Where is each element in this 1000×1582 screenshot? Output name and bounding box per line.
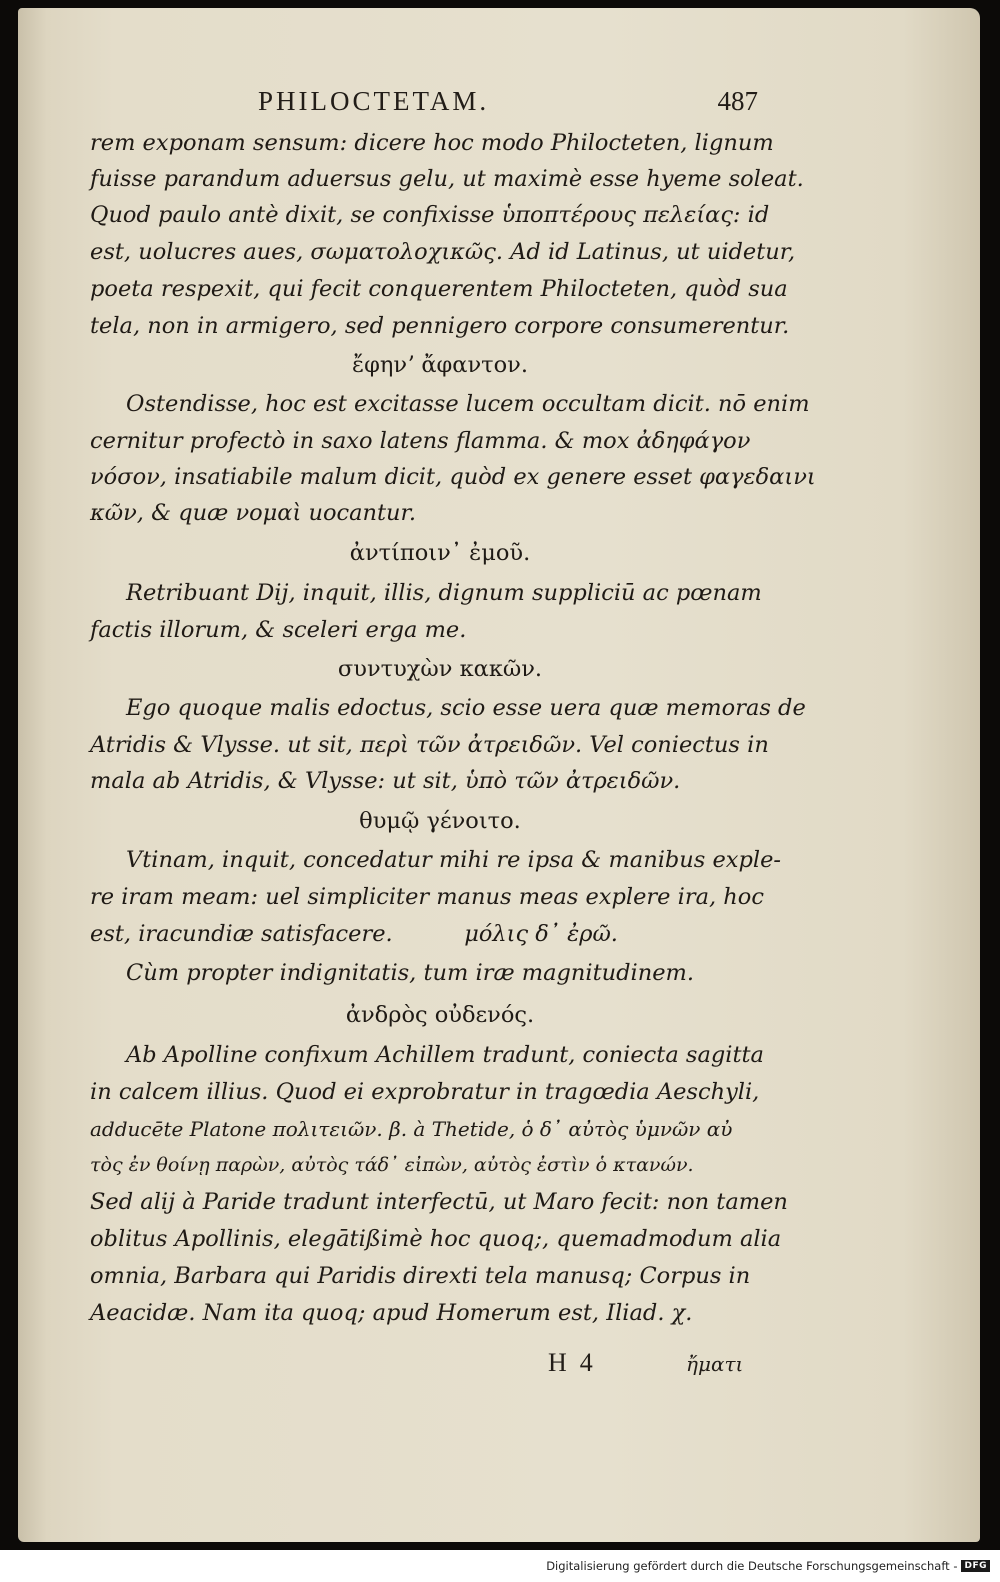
body-line: Cùm propter indignitatis, tum iræ magnitudinem. — [126, 960, 695, 986]
body-line: adducēte Platone πολιτειῶν. β. à Thetide, ὁ δ᾽ αὐτὸς ὑμνῶν αὐ — [90, 1117, 733, 1141]
body-line: Atridis & Vlysse. ut sit, περὶ τῶν ἀτρειδῶν. Vel coniectus in — [90, 732, 769, 758]
body-line: Sed alij à Paride tradunt interfectū, ut Maro fecit: non tamen — [90, 1189, 788, 1215]
body-line: rem exponam sensum: dicere hoc modo Philocteten, lignum — [90, 130, 774, 156]
lemma-heading: συντυχὼν κακῶν. — [337, 656, 543, 682]
body-line: est, uolucres aues, σωματολοχικῶς. Ad id Latinus, ut uidetur, — [90, 239, 796, 265]
body-line: re iram meam: uel simpliciter manus meas explere ira, hoc — [90, 884, 764, 910]
page-number: 487 — [717, 86, 758, 116]
body-line: in calcem illius. Quod ei exprobratur in tragœdia Aeschyli, — [90, 1079, 760, 1105]
body-line: νόσον, insatiabile malum dicit, quòd ex genere esset φαγεδαινι — [90, 464, 816, 490]
body-line: mala ab Atridis, & Vlysse: ut sit, ὑπὸ τῶν ἀτρειδῶν. — [90, 768, 681, 794]
lemma-heading: ἔφηνʼ ἄφαντον. — [352, 352, 528, 378]
digitization-credit — [546, 1556, 990, 1576]
body-line: omnia, Barbara qui Paridis direxti tela manusq; Corpus in — [90, 1263, 751, 1289]
lemma-heading: ἀντίποιν᾽ ἐμοῦ. — [349, 540, 531, 566]
lemma-heading: θυμῷ γένοιτο. — [359, 808, 521, 834]
body-line: tela, non in armigero, sed pennigero corpore consumerentur. — [90, 313, 790, 339]
body-line: Ego quoque malis edoctus, scio esse uera quæ memoras de — [126, 695, 806, 721]
signature-mark: H 4 — [548, 1348, 593, 1377]
body-line: poeta respexit, qui fecit conquerentem Philocteten, quòd sua — [90, 276, 788, 302]
body-line: Ostendisse, hoc est excitasse lucem occultam dicit. nō enim — [126, 391, 810, 417]
body-line: τὸς ἐν θοίνῃ παρὼν, αὐτὸς τάδ᾽ εἰπὼν, αὐτὸς ἐστὶν ὁ κτανών. — [90, 1154, 694, 1176]
body-line: cernitur profectò in saxo latens flamma. & mox ἀδηφάγον — [90, 428, 751, 454]
body-line: oblitus Apollinis, elegātißimè hoc quoq;, quemadmodum alia — [90, 1226, 782, 1252]
body-line: Aeacidæ. Nam ita quoq; apud Homerum est, Iliad. χ. — [90, 1300, 693, 1326]
body-line: Vtinam, inquit, concedatur mihi re ipsa & manibus exple- — [126, 847, 782, 873]
body-line: Quod paulo antè dixit, se confixisse ὑποπτέρους πελείας: id — [90, 202, 770, 228]
book-page — [18, 8, 980, 1542]
catchword: ἤματι — [686, 1352, 744, 1376]
lemma-heading: ἀνδρὸς οὐδενός. — [345, 1002, 535, 1028]
body-line: κῶν, & quæ νομαὶ uocantur. — [90, 500, 416, 526]
body-line: fuisse parandum aduersus gelu, ut maximè esse hyeme soleat. — [90, 166, 804, 192]
dfg-logo: DFG — [961, 1560, 990, 1572]
body-line: est, iracundiæ satisfacere. μόλις δ᾽ ἐρῶ. — [90, 921, 618, 947]
body-line: factis illorum, & sceleri erga me. — [90, 617, 467, 643]
digitization-note: Digitalisierung gefördert durch die Deutsche Forschungsgemeinschaft - — [546, 1559, 958, 1573]
running-head — [258, 86, 758, 126]
body-line: Retribuant Dij, inquit, illis, dignum suppliciū ac pœnam — [126, 580, 762, 606]
body-line: Ab Apolline confixum Achillem tradunt, coniecta sagitta — [126, 1042, 764, 1068]
running-title: PHILOCTETAM. — [258, 86, 490, 116]
